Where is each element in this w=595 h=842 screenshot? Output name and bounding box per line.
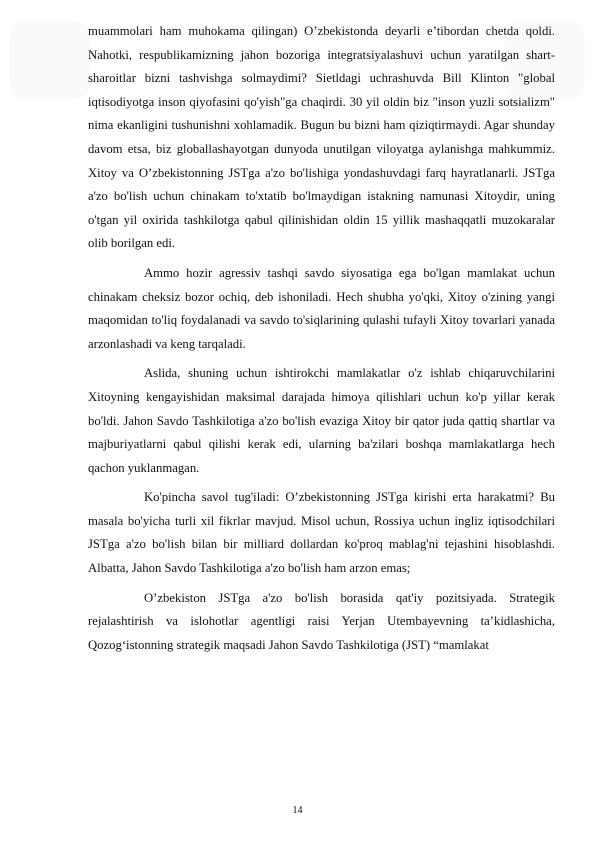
paragraph: muammolari ham muhokama qilingan) O’zbekistonda deyarli e’tibordan chetda qoldi. Nahotki, respublikamizning jahon bozoriga integratsiyalashuvi uchun yaratilgan shart-sharoitlar bizni tashvishga solmaydimi? Sietldagi uchrashuvda Bill Klinton "global iqtisodiyotga inson qiyofasini qo'yish"ga chaqirdi. 30 yil oldin biz "inson yuzli sotsializm" nima ekanligini tushunishni xohlamadik. Bugun bu bizni ham qiziqtirmaydi. Agar shunday davom etsa, biz globallashayotgan dunyoda unutilgan viloyatga aylanishga mahkummiz. Xitoy va O’zbekistonning JSTga a'zo bo'lishiga yondashuvdagi farq hayratlanarli. JSTga a'zo bo'lish uchun chinakam to'xtatib bo'lmaydigan istakning namunasi Xitoydir, uning o'tgan yil oxirida tashkilotga qabul qilinishidan oldin 15 yillik mashaqqatli muzokaralar olib borilgan edi. xyxy=(88,24,555,251)
paragraph: Aslida, shuning uchun ishtirokchi mamlakatlar o'z ishlab chiqaruvchilarini Xitoyning kengayishidan maksimal darajada himoya qilishlari uchun ko'p yillar kerak bo'ldi. Jahon Savdo Tashkilotiga a'zo bo'lish evaziga Xitoy bir qator juda qattiq shartlar va majburiyatlarni qabul qilishi kerak edi, ularning ba'zilari boshqa mamlakatlarga hech qachon yuklanmagan. xyxy=(88,366,555,475)
paragraph: O’zbekiston JSTga a'zo bo'lish borasida qat'iy pozitsiyada. Strategik rejalashtirish va islohotlar agentligi raisi Yerjan Utembayevning taʼkidlashicha, Qozogʻistonning strategik maqsadi Jahon Savdo Tashkilotiga (JST) “mamlakat xyxy=(88,590,555,652)
page-number: 14 xyxy=(292,805,303,816)
watermark-shape xyxy=(10,20,90,100)
paragraph: Ammo hozir agressiv tashqi savdo siyosatiga ega bo'lgan mamlakat uchun chinakam cheksiz bozor ochiq, deb ishoniladi. Hech shubha yo'qki, Xitoy o'zining yangi maqomidan to'liq foydalanadi va savdo to'siqlarining qulashi tufayli Xitoy tovarlari yanada arzonlashadi va keng tarqaladi. xyxy=(88,265,555,351)
body-text xyxy=(88,20,555,657)
paragraph: Ko'pincha savol tug'iladi: O’zbekistonning JSTga kirishi erta harakatmi? Bu masala bo'yicha turli xil fikrlar mavjud. Misol uchun, Rossiya uchun ingliz iqtisodchilari JSTga a'zo bo'lish bilan bir milliard dollardan ko'proq mablag'ni tejashini hisoblashdi. Albatta, Jahon Savdo Tashkilotiga a'zo bo'lish ham arzon emas; xyxy=(88,490,555,576)
